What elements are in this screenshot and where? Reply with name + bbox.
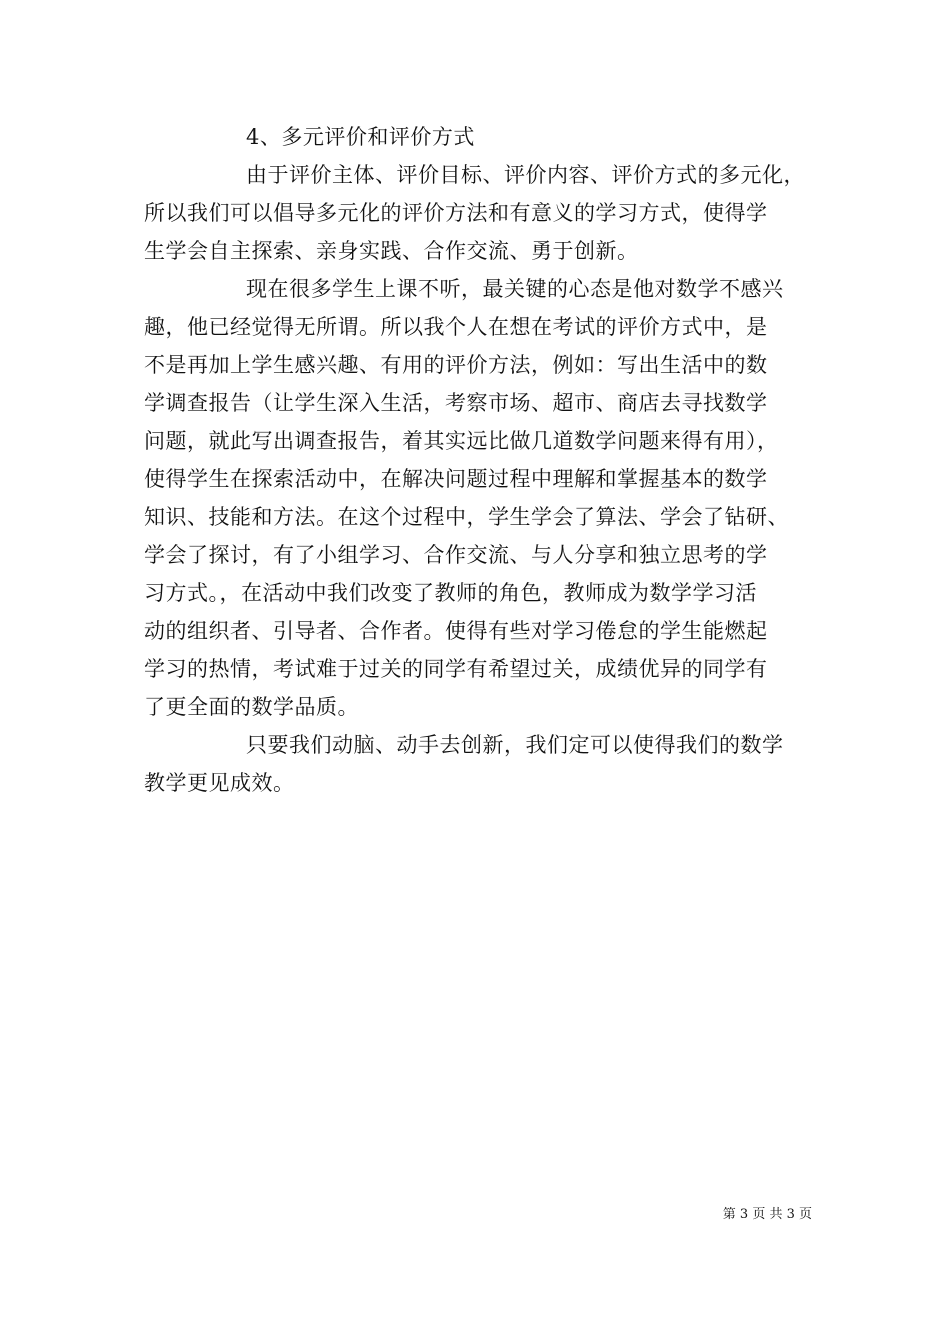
section-heading: 4、多元评价和评价方式	[246, 125, 475, 149]
paragraph-line: 了更全面的数学品质。	[144, 695, 359, 719]
page-number-footer: 第 3 页 共 3 页	[722, 1207, 812, 1222]
paragraph-line: 只要我们动脑、动手去创新，我们定可以使得我们的数学	[246, 733, 784, 757]
paragraph-student-interest	[144, 270, 812, 726]
paragraph-conclusion	[144, 726, 812, 802]
paragraph-line: 趣，他已经觉得无所谓。所以我个人在想在考试的评价方式中，是	[144, 315, 768, 339]
paragraph-line: 所以我们可以倡导多元化的评价方法和有意义的学习方式，使得学	[144, 201, 768, 225]
paragraph-line: 不是再加上学生感兴趣、有用的评价方法，例如：写出生活中的数	[144, 353, 768, 377]
document-body	[144, 118, 812, 802]
paragraph-line: 问题，就此写出调查报告，着其实远比做几道数学问题来得有用），	[144, 429, 779, 453]
paragraph-line: 习方式。，在活动中我们改变了教师的角色，教师成为数学学习活	[144, 581, 757, 605]
paragraph-line: 使得学生在探索活动中，在解决问题过程中理解和掌握基本的数学	[144, 467, 768, 491]
paragraph-line: 教学更见成效。	[144, 771, 295, 795]
paragraph-line: 学会了探讨，有了小组学习、合作交流、与人分享和独立思考的学	[144, 543, 768, 567]
paragraph-line: 动的组织者、引导者、合作者。使得有些对学习倦怠的学生能燃起	[144, 619, 768, 643]
paragraph-line: 学调查报告（让学生深入生活，考察市场、超市、商店去寻找数学	[144, 391, 768, 415]
paragraph-line: 知识、技能和方法。在这个过程中，学生学会了算法、学会了钻研、	[144, 505, 789, 529]
paragraph-line: 由于评价主体、评价目标、评价内容、评价方式的多元化，	[246, 163, 805, 187]
paragraph-line: 生学会自主探索、亲身实践、合作交流、勇于创新。	[144, 239, 639, 263]
paragraph-line: 学习的热情，考试难于过关的同学有希望过关，成绩优异的同学有	[144, 657, 768, 681]
paragraph-diversified-evaluation	[144, 156, 812, 270]
paragraph-line: 现在很多学生上课不听，最关键的心态是他对数学不感兴	[246, 277, 784, 301]
